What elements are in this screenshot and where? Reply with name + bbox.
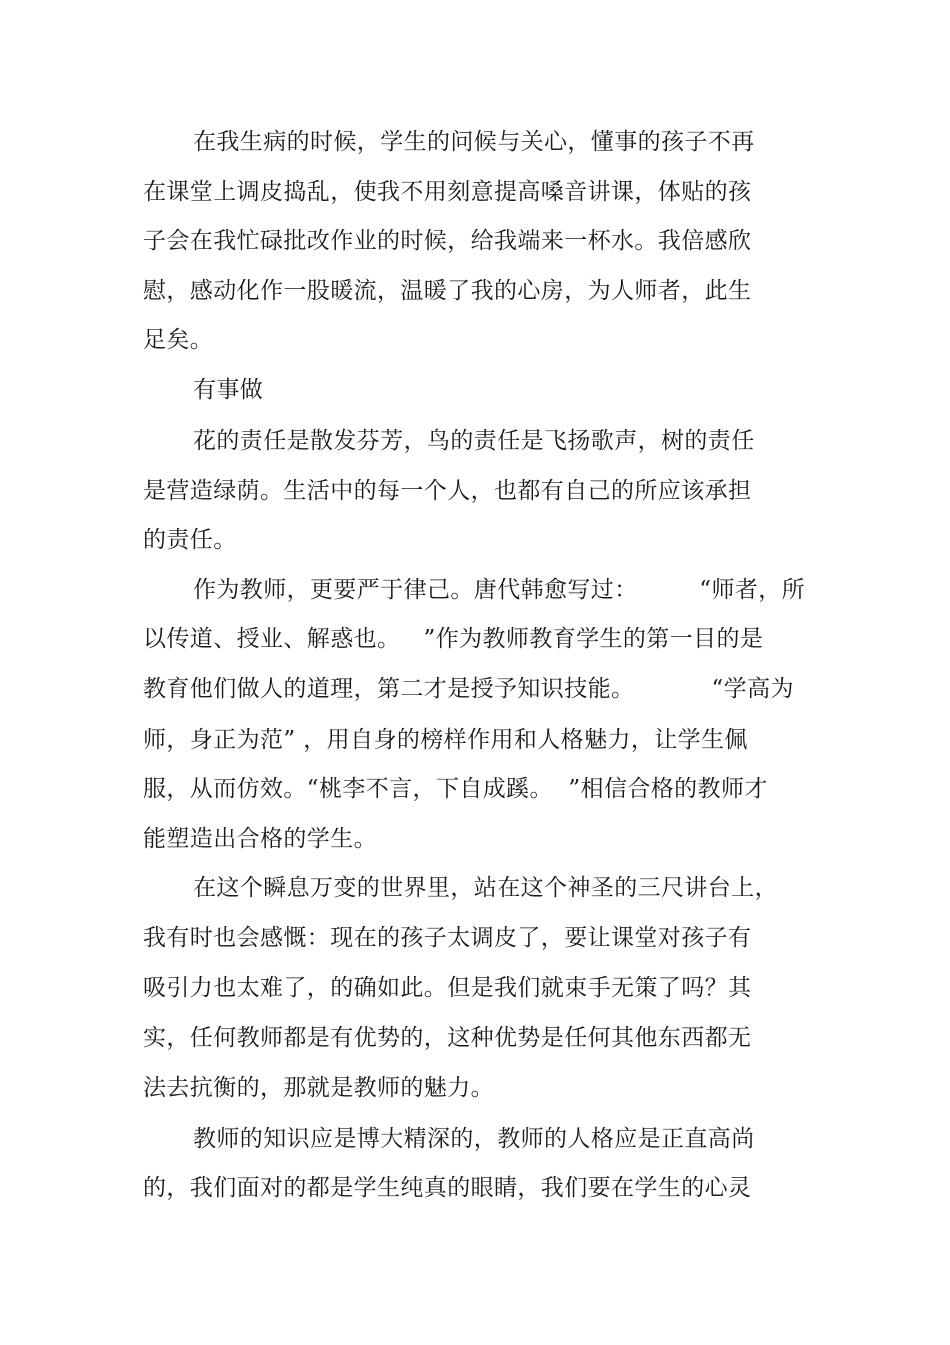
paragraph-line: 慰，感动化作一股暖流，温暖了我的心房，为人师者，此生: [143, 278, 752, 304]
paragraph-line: 在我生病的时候，学生的问候与关心，懂事的孩子不再: [193, 129, 755, 155]
paragraph-line: 的，我们面对的都是学生纯真的眼睛，我们要在学生的心灵: [143, 1175, 752, 1201]
paragraph-line: 我有时也会感慨：现在的孩子太调皮了，要让课堂对孩子有: [143, 925, 752, 951]
paragraph-line: 是营造绿荫。生活中的每一个人，也都有自己的所应该承担: [143, 478, 752, 504]
paragraph-line: 师，身正为范” ，用自身的榜样作用和人格魅力，让学生佩: [143, 727, 748, 753]
section-heading: 有事做: [193, 377, 264, 403]
paragraph-line: 能塑造出合格的学生。: [143, 826, 377, 852]
paragraph-line: 子会在我忙碌批改作业的时候，给我端来一杯水。我倍感欣: [143, 228, 752, 254]
paragraph-line: 在这个瞬息万变的世界里，站在这个神圣的三尺讲台上，: [193, 875, 778, 901]
paragraph-line: 作为教师，更要严于律己。唐代韩愈写过： “师者，所: [193, 577, 806, 603]
paragraph-line: 吸引力也太难了，的确如此。但是我们就束手无策了吗？其: [143, 975, 752, 1001]
paragraph-line: 法去抗衡的，那就是教师的魅力。: [143, 1075, 494, 1101]
paragraph-line: 花的责任是散发芬芳，鸟的责任是飞扬歌声，树的责任: [193, 428, 755, 454]
paragraph-line: 实，任何教师都是有优势的，这种优势是任何其他东西都无: [143, 1025, 752, 1051]
paragraph-line: 服，从而仿效。“桃李不言，下自成蹊。 ”相信合格的教师才: [143, 776, 768, 802]
paragraph-line: 的责任。: [143, 527, 237, 553]
paragraph-line: 以传道、授业、解惑也。 ”作为教师教育学生的第一目的是: [143, 626, 764, 652]
paragraph-line: 足矣。: [143, 327, 214, 353]
paragraph-line: 教师的知识应是博大精深的，教师的人格应是正直高尚: [193, 1126, 755, 1152]
paragraph-line: 在课堂上调皮捣乱，使我不用刻意提高嗓音讲课，体贴的孩: [143, 179, 752, 205]
paragraph-line: 教育他们做人的道理，第二才是授予知识技能。 “学高为: [143, 676, 794, 702]
